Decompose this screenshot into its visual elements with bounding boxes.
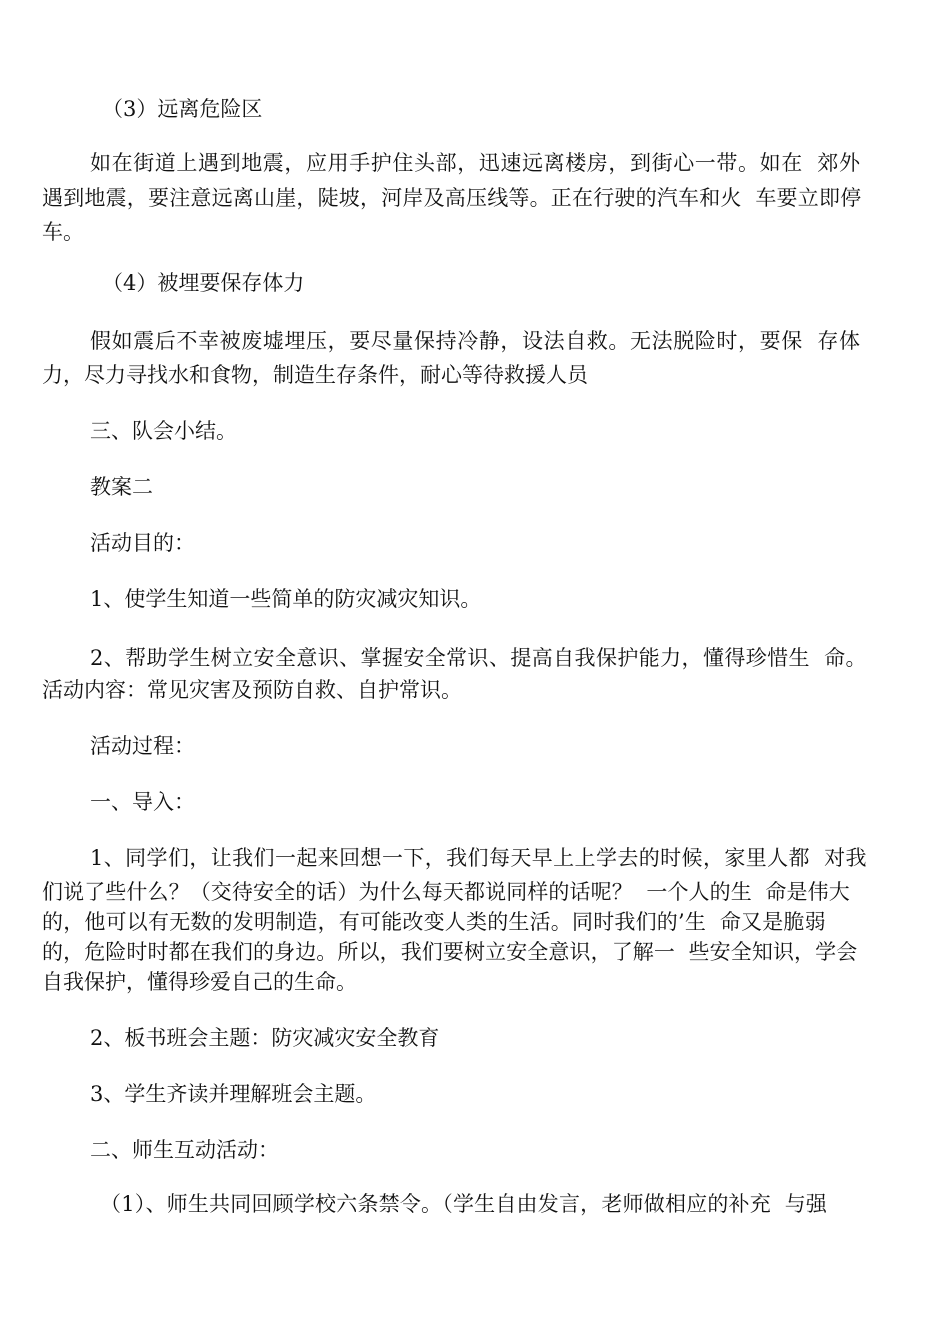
paragraph-line: 遇到地震，要注意远离山崖，陡坡，河岸及高压线等。正在行驶的汽车和火 车要立即停 <box>42 186 862 210</box>
heading-activity-goals: 活动目的： <box>90 531 195 555</box>
list-item-goal-1: 1、使学生知道一些简单的防灾减灾知识。 <box>90 587 482 611</box>
paragraph-line: 的，危险时时都在我们的身边。所以，我们要树立安全意识，了解一 些安全知识，学会 <box>42 940 858 964</box>
subheading-keep-away-from-danger: （3）远离危险区 <box>102 97 263 121</box>
list-item-board-theme: 2、板书班会主题：防灾减灾安全教育 <box>90 1026 440 1050</box>
heading-introduction: 一、导入： <box>90 790 195 814</box>
paragraph-line: 1、同学们，让我们一起来回想一下，我们每天早上上学去的时候，家里人都 对我 <box>90 846 867 870</box>
heading-activity-process: 活动过程： <box>90 734 195 758</box>
subheading-preserve-strength: （4）被埋要保存体力 <box>102 271 305 295</box>
section-heading-lesson-two: 教案二 <box>90 475 153 499</box>
paragraph-line: 的，他可以有无数的发明制造，有可能改变人类的生活。同时我们的’生 命又是脆弱 <box>42 910 826 934</box>
paragraph-line: 们说了些什么？（交待安全的话）为什么每天都说同样的话呢？ 一个人的生 命是伟大 <box>42 880 850 904</box>
paragraph-line: 假如震后不幸被废墟埋压，要尽量保持冷静，设法自救。无法脱险时，要保 存体 <box>90 329 861 353</box>
activity-content-line: 活动内容：常见灾害及预防自救、自护常识。 <box>42 678 462 702</box>
list-item-read-theme: 3、学生齐读并理解班会主题。 <box>90 1082 377 1106</box>
paragraph-line: 如在街道上遇到地震，应用手护住头部，迅速远离楼房，到街心一带。如在 郊外 <box>90 151 861 175</box>
paragraph-line: 车。 <box>42 220 84 244</box>
section-heading-summary: 三、队会小结。 <box>90 419 237 443</box>
list-item-goal-2: 2、帮助学生树立安全意识、掌握安全常识、提高自我保护能力，懂得珍惜生 命。 <box>90 646 867 670</box>
paragraph-line: 力，尽力寻找水和食物，制造生存条件，耐心等待救援人员 <box>42 363 588 387</box>
paragraph-line: 自我保护，懂得珍爱自己的生命。 <box>42 970 357 994</box>
paragraph-line: （1）、师生共同回顾学校六条禁令。（学生自由发言，老师做相应的补充 与强 <box>100 1192 828 1216</box>
heading-interaction: 二、师生互动活动： <box>90 1138 279 1162</box>
